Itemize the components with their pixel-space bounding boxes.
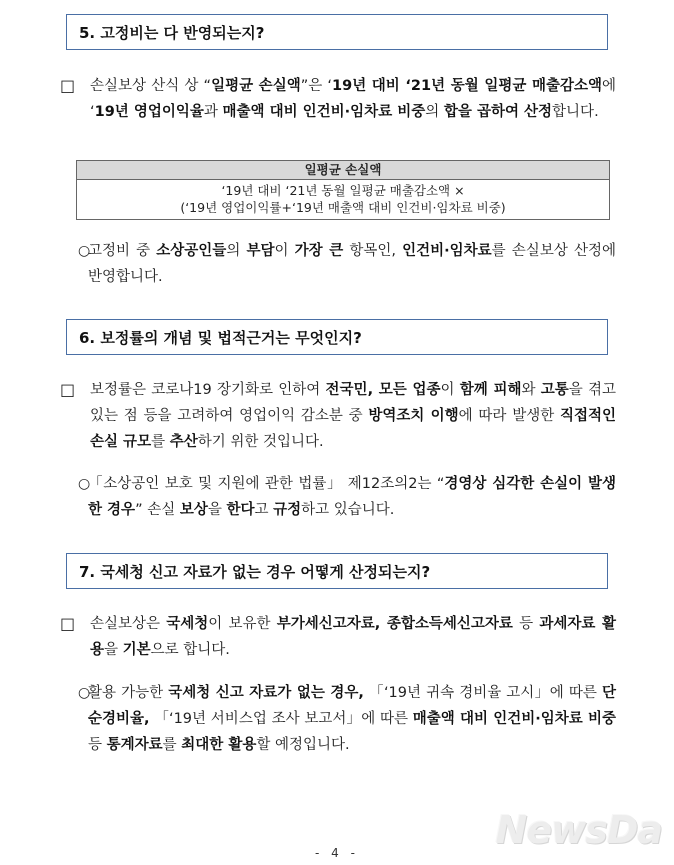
emphasis-text: 가장 큰 xyxy=(294,243,344,259)
emphasis-text: 직접적인 손실 규모 xyxy=(90,408,616,450)
section-6-heading-text: 6. 보정률의 개념 및 법적근거는 무엇인지? xyxy=(79,328,362,347)
section-5-heading-text: 5. 고정비는 다 반영되는지? xyxy=(79,23,265,42)
text-run: 을 xyxy=(207,502,227,518)
text-run: 「‘19년 귀속 경비율 고시」에 따른 xyxy=(363,685,602,701)
formula-line-1: ‘19년 대비 ‘21년 동월 일평균 매출감소액 × xyxy=(221,183,465,198)
section-6-paragraph-text xyxy=(60,377,616,455)
section-5-heading xyxy=(66,14,608,50)
text-run: 고 xyxy=(254,502,274,518)
text-run: ”은 ‘ xyxy=(300,78,333,94)
emphasis-text: 함께 피해 xyxy=(459,382,522,398)
text-run: 고정비 중 xyxy=(88,243,157,259)
emphasis-text: 경영상 심각한 손실이 발생한 경우 xyxy=(88,476,616,518)
text-run: 을 겪고 있는 점 등을 고려하여 영업이익 감소분 중 xyxy=(90,382,617,424)
text-run: 의 xyxy=(226,243,247,259)
text-run: 할 예정입니다. xyxy=(256,737,350,753)
emphasis-text: 부담 xyxy=(246,243,275,259)
formula-body xyxy=(77,180,609,219)
section-5-subpoint xyxy=(60,238,616,290)
circle-bullet-icon: ○ xyxy=(78,476,91,492)
emphasis-text: 부가세신고자료, 종합소득세신고자료 xyxy=(276,616,513,632)
section-7-heading-text: 7. 국세청 신고 자료가 없는 경우 어떻게 산정되는지? xyxy=(79,562,431,581)
text-run: ” 손실 xyxy=(135,502,180,518)
emphasis-text: 매출액 대비 인건비·임차료 비중 xyxy=(222,104,426,120)
section-7-heading xyxy=(66,553,608,589)
section-6-subpoint xyxy=(60,471,616,523)
text-run: 등 xyxy=(88,737,107,753)
emphasis-text: 합을 곱하여 산정 xyxy=(443,104,553,120)
text-run: 「‘19년 서비스업 조사 보고서」에 따른 xyxy=(149,711,413,727)
emphasis-text: 매출액 대비 인건비·임차료 비중 xyxy=(412,711,616,727)
emphasis-text: 최대한 활용 xyxy=(181,737,257,753)
section-6-paragraph xyxy=(60,377,616,455)
formula-header: 일평균 손실액 xyxy=(77,161,609,180)
text-run: 손실보상 산식 상 “ xyxy=(90,78,212,94)
emphasis-text: 소상공인들 xyxy=(156,243,227,259)
section-5-subpoint-text xyxy=(60,238,616,290)
loss-formula-box xyxy=(76,160,610,220)
text-run: 손실보상은 xyxy=(90,616,167,632)
section-7-subpoint xyxy=(60,680,616,758)
emphasis-text: 규정 xyxy=(273,502,302,518)
emphasis-text: 과세자료 활용 xyxy=(90,616,616,658)
square-bullet-icon: □ xyxy=(60,614,76,633)
text-run: 을 xyxy=(104,642,123,658)
emphasis-text: 일평균 손실액 xyxy=(211,78,301,94)
text-run: 이 xyxy=(440,382,460,398)
text-run: 를 xyxy=(162,737,182,753)
text-run: 와 xyxy=(521,382,541,398)
emphasis-text: 통계자료 xyxy=(106,737,163,753)
text-run: 합니다. xyxy=(552,104,599,120)
emphasis-text: 추산 xyxy=(169,434,198,450)
emphasis-text: 보상 xyxy=(179,502,208,518)
newsda-watermark-logo: NewsDa xyxy=(495,808,662,852)
text-run: 이 보유한 xyxy=(208,616,277,632)
page-number: - 4 - xyxy=(315,846,359,860)
section-6-subpoint-text xyxy=(60,471,616,523)
text-run: 「소상공인 보호 및 지원에 관한 법률」 제12조의2는 “ xyxy=(88,476,445,492)
formula-line-2: (‘19년 영업이익률+‘19년 매출액 대비 인건비·임차료 비중) xyxy=(180,200,506,215)
circle-bullet-icon: ○ xyxy=(78,243,91,259)
text-run: 등 xyxy=(512,616,540,632)
text-run: 으로 합니다. xyxy=(150,642,230,658)
text-run: 이 xyxy=(274,243,295,259)
text-run: 하고 있습니다. xyxy=(301,502,395,518)
square-bullet-icon: □ xyxy=(60,380,76,399)
emphasis-text: 전국민, 모든 업종 xyxy=(325,382,441,398)
emphasis-text: 단순경비율, xyxy=(88,685,616,727)
text-run: 에 ‘ xyxy=(90,78,617,120)
section-5-paragraph xyxy=(60,73,616,125)
emphasis-text: 인건비·임차료 xyxy=(402,243,492,259)
section-7-paragraph-text xyxy=(60,611,616,663)
section-7-subpoint-text xyxy=(60,680,616,758)
square-bullet-icon: □ xyxy=(60,76,76,95)
emphasis-text: 한다 xyxy=(226,502,255,518)
emphasis-text: 국세청 신고 자료가 없는 경우, xyxy=(168,685,364,701)
text-run: 를 손실보상 산정에 반영합니다. xyxy=(88,243,616,285)
text-run: 에 따라 발생한 xyxy=(458,408,560,424)
text-run: 하기 위한 것입니다. xyxy=(197,434,324,450)
section-5-paragraph-text xyxy=(60,73,616,125)
emphasis-text: 기본 xyxy=(122,642,151,658)
circle-bullet-icon: ○ xyxy=(78,685,91,701)
text-run: 항목인, xyxy=(343,243,403,259)
emphasis-text: 고통 xyxy=(540,382,569,398)
text-run: 활용 가능한 xyxy=(88,685,169,701)
emphasis-text: 19년 영업이익율 xyxy=(94,104,204,120)
text-run: 과 xyxy=(203,104,223,120)
text-run: 를 xyxy=(151,434,170,450)
emphasis-text: 19년 대비 ‘21년 동월 일평균 매출감소액 xyxy=(332,78,602,94)
section-6-heading xyxy=(66,319,608,355)
text-run: 보정률은 코로나19 장기화로 인하여 xyxy=(90,382,326,398)
emphasis-text: 국세청 xyxy=(166,616,209,632)
section-7-paragraph xyxy=(60,611,616,663)
text-run: 의 xyxy=(425,104,444,120)
emphasis-text: 방역조치 이행 xyxy=(368,408,459,424)
